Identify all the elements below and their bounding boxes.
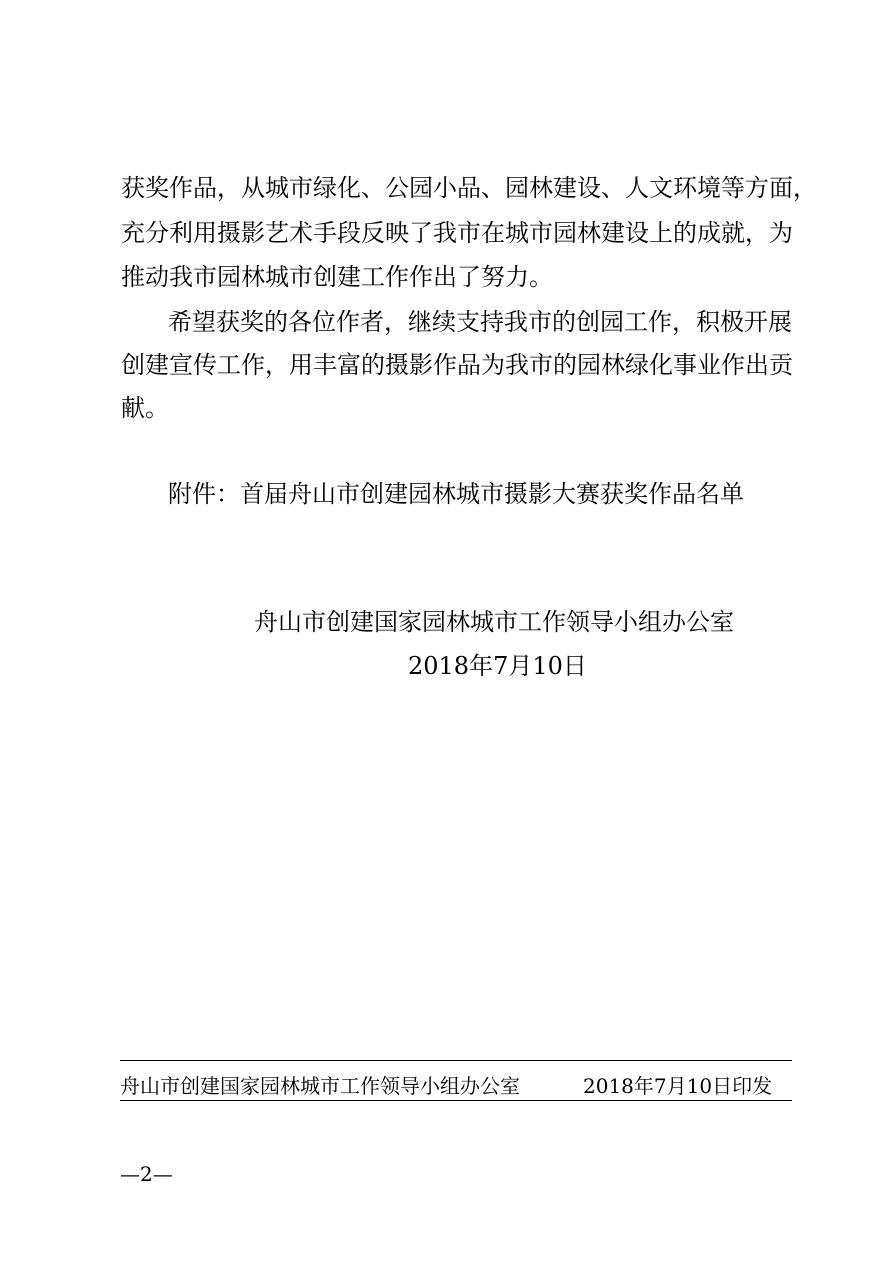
attachment-note: 附件：首届舟山市创建园林城市摄影大赛获奖作品名单	[168, 480, 744, 508]
body-text-line: 推动我市园林城市创建工作作出了努力。	[121, 263, 553, 291]
body-text-line: 献。	[121, 394, 169, 422]
footer-issuer: 舟山市创建国家园林城市工作领导小组办公室	[120, 1074, 520, 1098]
body-text-line: 希望获奖的各位作者，继续支持我市的创园工作，积极开展	[168, 308, 792, 336]
body-text-line: 充分利用摄影艺术手段反映了我市在城市园林建设上的成就，为	[121, 219, 793, 247]
footer-divider-bottom	[120, 1100, 792, 1101]
body-text-line: 获奖作品，从城市绿化、公园小品、园林建设、人文环境等方面，	[121, 174, 817, 202]
footer-divider-top	[120, 1060, 792, 1061]
signature-date: 2018年7月10日	[408, 652, 587, 680]
page-number: —2—	[120, 1162, 173, 1186]
body-text-line: 创建宣传工作，用丰富的摄影作品为我市的园林绿化事业作出贡	[121, 351, 793, 379]
footer-print-date: 2018年7月10日印发	[583, 1074, 773, 1098]
signature-issuer: 舟山市创建国家园林城市工作领导小组办公室	[254, 608, 734, 636]
